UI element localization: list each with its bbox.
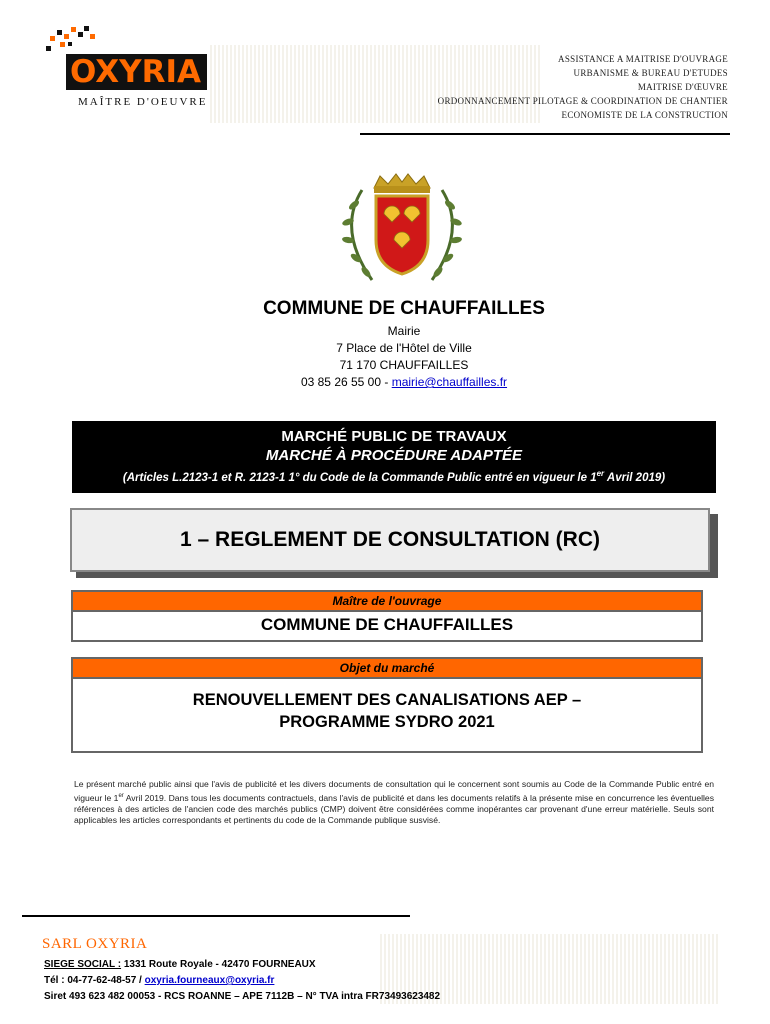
footer-siege-label: SIEGE SOCIAL : [44,959,122,970]
banner-line3 [72,465,716,487]
service-line: URBANISME & BUREAU D'ETUDES [573,68,728,78]
banner-line1: MARCHÉ PUBLIC DE TRAVAUX [281,428,507,445]
objet-line2: PROGRAMME SYDRO 2021 [279,713,495,731]
footer-email-link[interactable]: oxyria.fourneaux@oxyria.fr [144,975,275,986]
header-divider [360,133,730,135]
coat-of-arms-icon [332,170,472,288]
commune-contact [0,374,770,390]
objet-line1: RENOUVELLEMENT DES CANALISATIONS AEP – [192,691,582,709]
banner-line3-b: Avril 2019) [604,471,666,484]
footer-contact [44,974,274,988]
commune-title: COMMUNE DE CHAUFFAILLES [263,298,545,319]
commune-street: 7 Place de l'Hôtel de Ville [336,341,472,355]
footer-siege [44,958,316,972]
maitre-ouvrage-box [71,590,703,642]
footer-tel: Tél : 04-77-62-48-57 / [44,975,145,986]
banner-line2: MARCHÉ À PROCÉDURE ADAPTÉE [265,447,523,464]
footer-divider [22,915,410,917]
logo-word: OXYRIA [66,54,207,90]
para-part2: Avril 2019. Dans tous les documents contractuels, dans l'avis de publicité et dans les documents relatifs à la présente mise en concurrence les éventuelles références à des articles de l'ancien code des marchés publics (CMP) doivent être considérées comme inopérantes car provenant d'une erreur matérielle. Seuls sont applicables les articles correspondants et pertinents du code de la Commande publique susvisé. [74,792,714,826]
intro-paragraph [74,779,714,827]
footer-siret: Siret 493 623 482 00053 - RCS ROANNE – APE 7112B – N° TVA intra FR73493623482 [44,991,441,1002]
rc-title: 1 – REGLEMENT DE CONSULTATION (RC) [70,508,710,572]
footer-company: SARL OXYRIA [42,936,148,952]
objet-marche-label: Objet du marché [73,659,701,679]
commune-email-link[interactable]: mairie@chauffailles.fr [391,375,508,389]
banner-line3-sup: er [596,469,605,478]
commune-phone: 03 85 26 55 00 - [300,375,392,389]
service-line: MAITRISE D'ŒUVRE [637,82,728,92]
market-banner [72,421,716,493]
para-sup: er [118,792,124,799]
banner-line3-a: (Articles L.2123-1 et R. 2123-1 1° du Code de la Commande Public entré en vigueur le 1 [122,471,597,484]
service-line: ECONOMISTE DE LA CONSTRUCTION [561,110,728,120]
para-part1: Le présent marché public ainsi que l'avis de publicité et les divers documents de consultation qui le concernent sont soumis au Code de la Commande Public entré en vigueur le 1 [74,779,714,803]
service-line: ASSISTANCE A MAITRISE D'OUVRAGE [558,54,728,64]
objet-marche-box [71,657,703,753]
service-line: ORDONNANCEMENT PILOTAGE & COORDINATION DE CHANTIER [437,96,728,106]
objet-marche-value [73,679,701,733]
maitre-ouvrage-value: COMMUNE DE CHAUFFAILLES [260,615,514,634]
logo-subtitle: MAÎTRE D'OEUVRE [78,96,208,108]
commune-office: Mairie [387,324,421,338]
commune-city: 71 170 CHAUFFAILLES [339,358,469,372]
services-list [308,52,728,122]
oxyria-logo [40,22,220,114]
maitre-ouvrage-label: Maître de l'ouvrage [73,592,701,612]
footer-siege-value: 1331 Route Royale - 42470 FOURNEAUX [121,959,316,970]
